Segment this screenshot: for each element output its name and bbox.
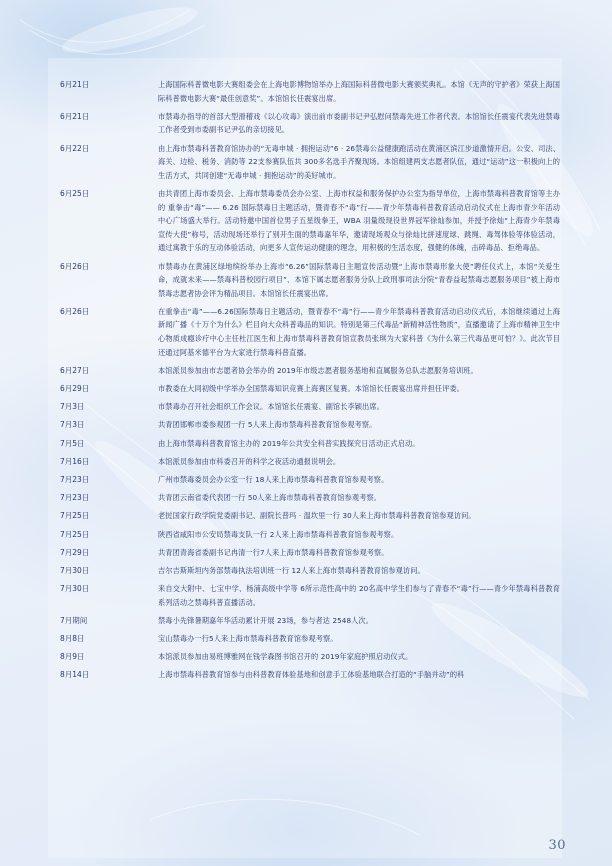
entry-date: 7月25日 <box>60 511 90 521</box>
list-item <box>60 437 560 451</box>
list-item <box>60 473 560 487</box>
entry-text: 共青团青海省委副书记冉清一行7人来上海市禁毒科普教育馆参观考察。 <box>158 547 389 557</box>
list-item <box>60 582 560 609</box>
entry-date: 6月26日 <box>60 306 90 316</box>
entry-date: 6月27日 <box>60 365 90 375</box>
list-item <box>60 418 560 432</box>
list-item <box>60 400 560 414</box>
list-item <box>60 650 560 664</box>
entry-date: 6月21日 <box>60 80 90 89</box>
entry-text: 上海市禁毒科普教育馆参与由科普教育体验基地和创意手工体验基地联合打造的“手脑并动”的科 <box>158 670 465 680</box>
entry-date: 7月3日 <box>60 420 85 430</box>
chronicle-list <box>60 78 560 687</box>
entry-date: 7月16日 <box>60 456 90 466</box>
entry-date: 7月25日 <box>60 529 90 539</box>
entry-date: 7月23日 <box>60 493 90 503</box>
list-item <box>60 187 560 255</box>
entry-date: 7月30日 <box>60 565 90 575</box>
list-item <box>60 528 560 542</box>
list-item <box>60 509 560 523</box>
entry-text: 宝山禁毒办一行5人来上海市禁毒科普教育馆参观考察。 <box>158 634 338 644</box>
list-item <box>60 382 560 396</box>
entry-text: 上海国际科普微电影大赛组委会在上海电影博物馆举办上海国际科普微电影大赛颁奖典礼。本馆《无声的守护者》荣获上海国际科普微电影大赛“最佳创意奖”。本馆馆长任震宴出席。 <box>158 80 560 103</box>
entry-date: 7月30日 <box>60 584 90 594</box>
entry-date: 8月9日 <box>60 652 85 662</box>
list-item <box>60 546 560 560</box>
entry-text: 老挝国家行政学院党委副书记、副院长普玛 · 温坎里一行 30人来上海市禁毒科普教育馆参观访问。 <box>158 511 476 521</box>
entry-date: 8月8日 <box>60 634 85 644</box>
list-item <box>60 364 560 378</box>
entry-date: 6月22日 <box>60 143 90 153</box>
list-item <box>60 110 560 137</box>
list-item <box>60 564 560 578</box>
entry-text: 广州市禁毒委员会办公室一行 18人来上海市禁毒科普教育馆参观考察。 <box>158 474 389 484</box>
list-item <box>60 142 560 183</box>
list-item <box>60 455 560 469</box>
entry-text: 由上海市禁毒科普教育馆主办的 2019年公共安全科普实践探究日活动正式启动。 <box>158 438 420 448</box>
page-number: 30 <box>548 838 566 853</box>
entry-text: 共青团邯郸市委参观团一行 5人来上海市禁毒科普教育馆参观考察。 <box>158 420 377 430</box>
entry-date: 7月29日 <box>60 547 90 557</box>
entry-date: 6月26日 <box>60 261 90 271</box>
entry-text: 本馆派员参加由易班博雅网在钱学森图书馆召开的 2019年家庭护照启动仪式。 <box>158 652 413 662</box>
list-item <box>60 491 560 505</box>
entry-date: 7月期间 <box>60 615 88 625</box>
entry-date: 7月5日 <box>60 438 85 448</box>
entry-text: 吉尔吉斯斯坦内务部禁毒执法培训班一行 12人来上海市禁毒科普教育馆参观访问。 <box>158 565 425 575</box>
list-item <box>60 668 560 682</box>
entry-date: 7月3日 <box>60 402 85 412</box>
entry-text: 市教委在大同初级中学举办全国禁毒知识竞赛上海赛区复赛。本馆馆长任震宴出席并担任评委。 <box>158 384 465 394</box>
list-item <box>60 78 560 105</box>
entry-text: 市禁毒办召开社会组织工作会议。本馆馆长任震宴、副馆长李颖出席。 <box>158 402 384 412</box>
list-item <box>60 305 560 359</box>
entry-text: 市禁毒办在黄浦区绿地缤纷举办上海市“6.26”国际禁毒日主题宣传活动暨“上海市禁毒形象大使”聘任仪式上，本馆“关爱生命，成就未来——禁毒科普校园行项目”、本馆下属志愿者服务分队上政刑事司法分院“青春益起禁毒志愿服务项目”被上海市禁毒志愿者协会评为精品项目。本馆馆长任震宴出席。 <box>158 261 560 298</box>
entry-text: 本馆派员参加由市科委召开的科学之夜活动通报说明会。 <box>158 456 341 466</box>
entry-text: 由上海市禁毒科普教育馆协办的“无毒申城 · 拥抱运动”6 · 26禁毒公益健康跑活动在黄浦区滨江步道激情开启。公安、司法、海关、边检、税务、消防等 22支参赛队伍共 300多名选手齐聚现场。本馆组建两支志愿者队伍，通过“运动”这一积极向上的生活方式，共同创建“无毒申城 · 拥抱运动”的美好城市。 <box>158 143 560 180</box>
entry-text: 禁毒小先锋暑期嘉年华活动累计开展 23场，参与者达 2548人次。 <box>158 615 373 625</box>
entry-text: 共青团云南省委代表团一行 50人来上海市禁毒科普教育馆参观考察。 <box>158 493 382 503</box>
entry-text: 市禁毒办指导的首部大型滑稽戏《以心攻毒》演出前市委副书记尹弘慰问禁毒先进工作者代表。本馆馆长任震宴代表先进禁毒工作者受到市委副书记尹弘的亲切接见。 <box>158 111 560 135</box>
list-item <box>60 260 560 301</box>
entry-date: 6月21日 <box>60 111 90 121</box>
entry-date: 6月29日 <box>60 384 90 394</box>
entry-text: 来自交大附中、七宝中学、杨浦高级中学等 6所示范性高中的 20名高中学生们参与了青春不“毒”行——青少年禁毒科普教育系列活动之禁毒科普直播活动。 <box>158 584 560 607</box>
entry-date: 6月25日 <box>60 188 90 198</box>
entry-text: 在重拳击“毒”——6.26国际禁毒日主题活动，暨青春不“毒”行——青少年禁毒科普教育活动启动仪式后，本馆继续通过上海新闻广播《十万个为什么》栏目向大众科普毒品的知识。特别是第三代毒品“新精神活性物质”，直播邀请了上海市精神卫生中心物质成瘾诊疗中心主任杜江医生和上海市禁毒科普教育馆宣教员张琪为大家科普《为什么第三代毒品更可怕？》。此次节目还通过阿基米德平台为大家进行禁毒科普直播。 <box>158 306 560 357</box>
entry-text: 陕西省咸阳市公安局禁毒支队一行 2人来上海市禁毒科普教育馆参观考察。 <box>158 529 399 539</box>
entry-text: 本馆派员参加由市志愿者协会举办的 2019年市级志愿者服务基地和直属服务总队志愿服务培训班。 <box>158 365 478 375</box>
entry-date: 7月23日 <box>60 474 90 484</box>
entry-date: 8月14日 <box>60 670 90 680</box>
list-item <box>60 614 560 628</box>
list-item <box>60 632 560 646</box>
entry-text: 由共青团上海市委员会、上海市禁毒委员会办公室、上海市权益和服务保护办公室为指导单位，上海市禁毒科普教育馆等主办的 重拳击“毒”—— 6.26 国际禁毒日主题活动，暨青春不“毒”行——青少年禁毒科普教育活动启动仪式在上海市青少年活动中心广场盛大举行。活动特邀中国首位男子五星级拳王，WBA 羽量级现役世界冠军徐灿参加，并授予徐灿“上海青少年禁毒宣传大使”称号，活动现场还举行了别开生面的禁毒嘉年华，邀请现场观众与徐灿比拼速度球、跳绳、毒驾体验等体验活动，通过寓教于乐的互动体验活动，向更多人宣传运动健康的理念，用积极的生活态度，强健的体魄，击碎毒品、拒绝毒品。 <box>158 188 560 253</box>
